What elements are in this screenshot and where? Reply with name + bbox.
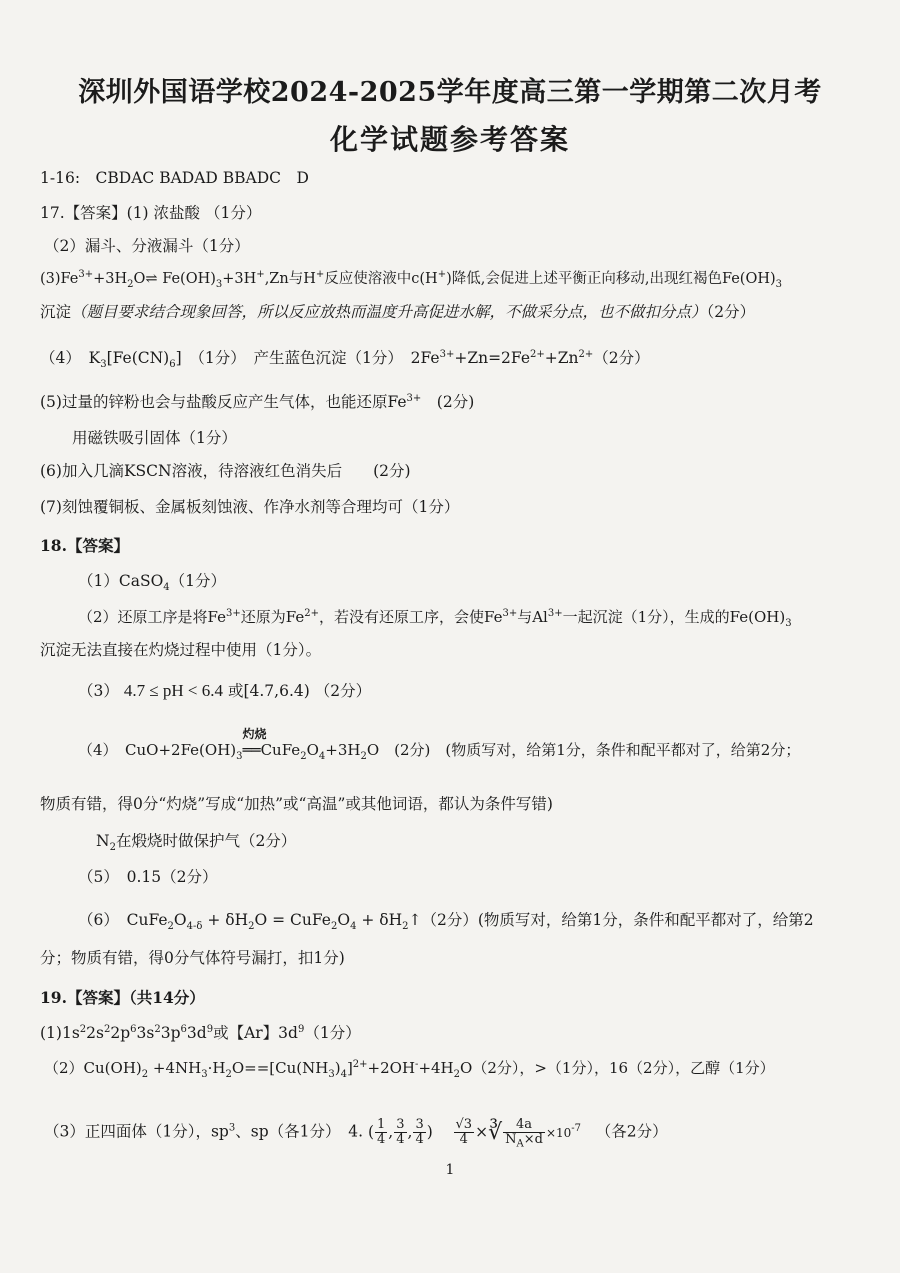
q18-part6: （6） $CuFe_2O_{4-\delta} + \delta H_2O$ = $CuFe_2O_4$ + $\delta H_2↑(2$分）(物质写对，给第1分，条件和配平都对了，给第2 xyxy=(78,911,814,933)
q18-header: 18.【答案】 xyxy=(40,536,129,555)
q18-part4: （4） $CuO+2Fe(OH)_3$ 灼烧 $══CuFe_2O_4+3H_2O$ (2分) (物质写对，给第1分，条件和配平都对了，给第2分； xyxy=(78,727,801,762)
q17-part4: （4） $K_3[Fe(CN)_6]$ （1分） 产生蓝色沉淀（1分） $2Fe^{3+}+Zn=2Fe^{2+}+Zn^{2+}(2$分） xyxy=(40,348,650,371)
q17-part3-cont: 沉淀（题目要求结合现象回答，所以反应放热而温度升高促进水解，不做采分点，也不做扣分点）（2分） xyxy=(40,303,756,321)
distance-formula: $\frac{√3}{4}$ ×∛ $\frac{4a}{N_A\times d}$ $\times 10^{-7}$ xyxy=(455,1117,582,1150)
page-subtitle: 化学试题参考答案 xyxy=(329,123,570,156)
q18-part4-cont: 物质有错，得0分“灼烧”写成“加热”或“高温”或其他词语，都认为条件写错) xyxy=(40,795,553,813)
q17-part7: (7)刻蚀覆铜板、金属板刻蚀液、作净水剂等合理均可（1分） xyxy=(40,498,460,516)
atom-coordinates: ( $\frac{1}{4}$ , $\frac{3}{4}$ , $\frac{3}{4}$ ) xyxy=(367,1117,433,1147)
q18-part2: （2）还原工序是将$Fe^{3+}$还原为$Fe^{2+}$，若没有还原工序，会使$Fe^{3+}$与$Al^{3+}$一起沉淀（1分），生成的$Fe(OH)_3$ xyxy=(78,608,792,629)
q17-part2: （2）漏斗、分液漏斗（1分） xyxy=(44,237,250,255)
q17-part3: $(3)Fe^{3+}+3H_2O\rightleftharpoons$ $Fe(OH)_3+3H^+,Zn$与H+反应使溶液中c(H+)降低,会促进上述平衡正向移动,出现红褐色$Fe(OH)_3$ xyxy=(40,269,783,290)
q17-part6: (6)加入几滴KSCN溶液，待溶液红色消失后 (2分) xyxy=(40,462,411,480)
page-number: 1 xyxy=(445,1162,455,1178)
page-title: 深圳外国语学校2024-2025学年度高三第一学期第二次月考 xyxy=(78,77,822,108)
q18-part5: （5） 0.15（2分） xyxy=(78,868,218,886)
q18-part1: （1）CaSO$_4$（1分） xyxy=(78,572,227,594)
q18-part6-cont: 分；物质有错，得0分气体符号漏打，扣1分) xyxy=(40,949,345,967)
q17-part5: (5)过量的锌粉也会与盐酸反应产生气体，也能还原$Fe^{3+}$ (2分) xyxy=(40,392,475,411)
q19-part2: $(2)Cu(OH)_2 +4NH_3\cdot H_2O==[Cu(NH_3)_4]^{2+}+2OH^-+4H_2O(2$分），>（1分），16（2分），乙醇（1分） xyxy=(44,1059,775,1080)
q17-header: 17.【答案】(1) 浓盐酸 （1分） xyxy=(40,204,262,222)
q19-header: 19.【答案】（共14分） xyxy=(40,988,205,1007)
q18-part4-n2: $N_2$在煅烧时做保护气（2分） xyxy=(96,832,297,854)
q19-part3: （3）正四面体（1分），$sp^3$、sp（各1分） 4. ( $\frac{1}{4}$ , $\frac{3}{4}$ , $\frac{3}{4}$ ) $\frac{√3}{4}$ ×∛ $\frac{4a}{N_A\times d}$ $\times 10^{-7}$ （各2分） xyxy=(44,1117,668,1150)
q19-part1: $(1)1s^22s^22p^63s^23p^63d^9$或【Ar】$3d^9(1$分） xyxy=(40,1023,361,1042)
q17-part5-method: 用磁铁吸引固体（1分） xyxy=(72,429,237,447)
mc-answers: 1-16: CBDAC BADAD BBADC D xyxy=(40,169,309,187)
q18-part2-cont: 沉淀无法直接在灼烧过程中使用（1分）。 xyxy=(40,641,322,659)
q18-part3: （3） 4.7 ≤ pH < 6.4 或[4.7,6.4) （2分） xyxy=(78,681,372,700)
